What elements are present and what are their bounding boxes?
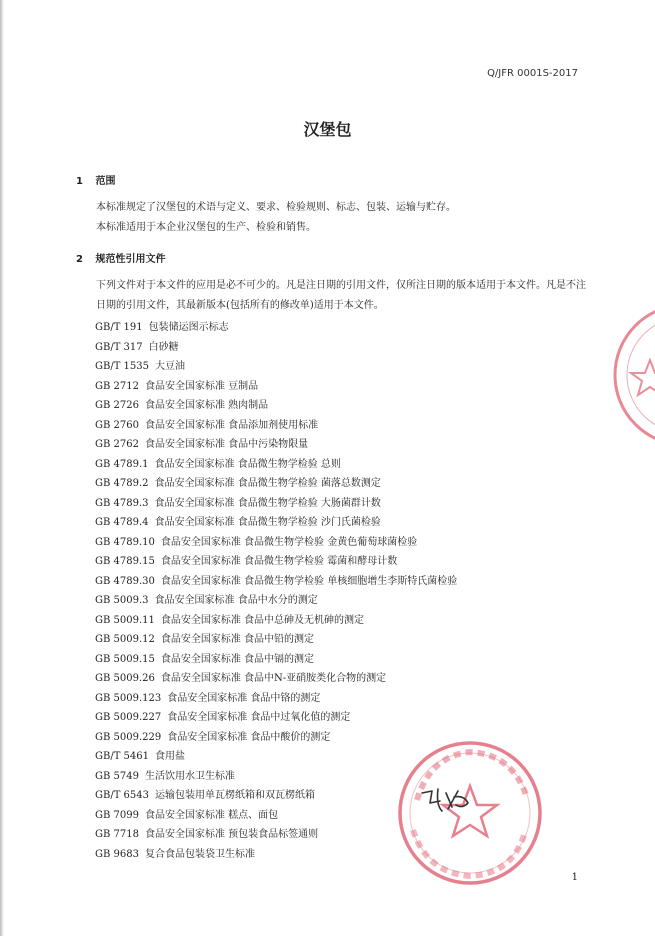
reference-code: GB 5009.26 [95, 673, 155, 684]
reference-title: 食品安全国家标准 食品中污染物限量 [144, 439, 309, 450]
handwritten-signature [418, 783, 478, 818]
paragraph: 本标准适用于本企业汉堡包的生产、检验和销售。 [96, 222, 316, 233]
reference-title: 食品安全国家标准 食品微生物学检验 单核细胞增生李斯特氏菌检验 [160, 575, 458, 587]
reference-title: 食品安全国家标准 食品微生物学检验 霉菌和酵母计数 [160, 556, 398, 567]
section-1-body [76, 198, 586, 238]
reference-item [95, 572, 595, 592]
reference-item [95, 396, 595, 416]
reference-item [95, 708, 595, 728]
page-number: 1 [571, 872, 578, 883]
reference-code: GB/T 1535 [95, 361, 150, 372]
reference-item [95, 669, 595, 689]
section-1-number: 1 [76, 176, 83, 187]
reference-title: 食品安全国家标准 食品中酸价的测定 [167, 731, 331, 743]
reference-item [95, 689, 595, 709]
reference-title: 包装储运图示标志 [148, 322, 229, 333]
reference-title: 生活饮用水卫生标准 [144, 770, 235, 782]
reference-code: GB 4789.2 [95, 478, 149, 489]
reference-item [95, 338, 595, 358]
document-title: 汉堡包 [303, 120, 352, 139]
reference-code: GB 5009.229 [95, 731, 162, 743]
reference-title: 食品安全国家标准 糕点、面包 [144, 809, 279, 821]
reference-title: 食品安全国家标准 食品微生物学检验 总则 [154, 458, 341, 470]
reference-title: 运输包装用单瓦楞纸箱和双瓦楞纸箱 [155, 790, 316, 801]
reference-item [95, 533, 595, 553]
reference-title: 食品安全国家标准 食品添加剂使用标准 [144, 419, 319, 431]
section-1-title: 范围 [95, 176, 116, 187]
reference-code: GB 4789.1 [95, 458, 149, 470]
reference-item [95, 357, 595, 377]
reference-title: 食品安全国家标准 食品中总砷及无机砷的测定 [160, 614, 365, 626]
reference-code: GB 4789.30 [95, 575, 155, 587]
reference-item [95, 435, 595, 455]
reference-code: GB 4789.4 [95, 517, 149, 528]
reference-item [95, 455, 595, 475]
reference-code: GB 5009.15 [95, 653, 155, 665]
reference-code: GB 7099 [95, 809, 139, 821]
reference-title: 食品安全国家标准 食品微生物学检验 大肠菌群计数 [154, 497, 381, 509]
paragraph: 下列文件对于本文件的应用是必不可少的。凡是注日期的引用文件，仅所注日期的版本适用于本文件。凡是不注日期的引用文件，其最新版本(包括所有的修改单)适用于本文件。 [96, 280, 586, 311]
reference-title: 食品安全国家标准 食品中镉的测定 [160, 653, 315, 665]
section-1-heading [76, 172, 115, 187]
reference-title: 食品安全国家标准 熟肉制品 [144, 400, 269, 411]
reference-code: GB 2760 [95, 419, 139, 431]
reference-code: GB 5009.123 [95, 692, 162, 704]
reference-title: 食品安全国家标准 预包装食品标签通则 [144, 829, 319, 840]
section-2-intro [76, 276, 586, 316]
reference-code: GB/T 191 [95, 322, 143, 333]
reference-item [95, 416, 595, 436]
reference-title: 食品安全国家标准 食品中N-亚硝胺类化合物的测定 [160, 673, 387, 684]
reference-item [95, 591, 595, 611]
reference-item [95, 552, 595, 572]
reference-title: 食品安全国家标准 食品微生物学检验 菌落总数测定 [154, 478, 381, 489]
reference-title: 食品安全国家标准 食品中铅的测定 [160, 634, 315, 645]
section-2-number: 2 [76, 254, 83, 265]
partial-red-seal [590, 300, 655, 450]
reference-title: 食品安全国家标准 食品微生物学检验 沙门氏菌检验 [154, 517, 381, 528]
reference-title: 食品安全国家标准 食品中铬的测定 [167, 692, 321, 704]
document-code: Q/JFR 0001S-2017 [487, 68, 578, 79]
reference-code: GB 5749 [95, 770, 139, 782]
reference-code: GB 2712 [95, 380, 139, 392]
reference-code: GB/T 317 [95, 341, 143, 353]
reference-title: 食品安全国家标准 食品中过氧化值的测定 [167, 712, 351, 723]
reference-code: GB 2762 [95, 439, 139, 450]
reference-item [95, 318, 595, 338]
reference-item [95, 611, 595, 631]
reference-title: 食品安全国家标准 食品微生物学检验 金黄色葡萄球菌检验 [160, 536, 418, 548]
reference-code: GB 4789.15 [95, 556, 155, 567]
reference-code: GB 9683 [95, 848, 139, 860]
reference-code: GB 2726 [95, 400, 139, 411]
section-2-title: 规范性引用文件 [95, 254, 166, 265]
reference-item [95, 377, 595, 397]
reference-item [95, 474, 595, 494]
reference-title: 复合食品包装袋卫生标准 [144, 848, 255, 860]
reference-title: 大豆油 [155, 361, 186, 372]
reference-code: GB/T 5461 [95, 751, 150, 762]
scan-edge-shadow [0, 0, 4, 936]
reference-code: GB 4789.10 [95, 536, 155, 548]
reference-code: GB/T 6543 [95, 790, 150, 801]
reference-item [95, 650, 595, 670]
reference-title: 食品安全国家标准 食品中水分的测定 [154, 595, 318, 606]
reference-title: 白砂糖 [148, 341, 179, 353]
reference-title: 食品安全国家标准 豆制品 [144, 380, 259, 392]
reference-item [95, 494, 595, 514]
reference-code: GB 5009.11 [95, 614, 155, 626]
reference-item [95, 513, 595, 533]
reference-code: GB 4789.3 [95, 497, 149, 509]
reference-item [95, 630, 595, 650]
reference-code: GB 5009.12 [95, 634, 155, 645]
section-2-heading [76, 250, 165, 265]
reference-code: GB 5009.227 [95, 712, 162, 723]
paragraph: 本标准规定了汉堡包的术语与定义、要求、检验规则、标志、包装、运输与贮存。 [96, 202, 456, 213]
reference-code: GB 5009.3 [95, 595, 149, 606]
reference-title: 食用盐 [155, 751, 186, 762]
reference-code: GB 7718 [95, 829, 139, 840]
